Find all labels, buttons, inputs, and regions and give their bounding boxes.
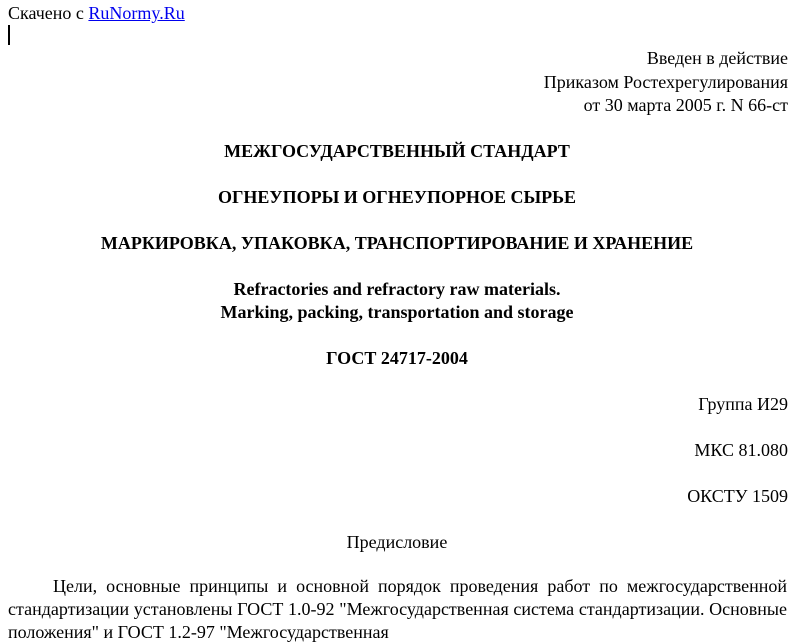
- title-line-1: ОГНЕУПОРЫ И ОГНЕУПОРНОЕ СЫРЬЕ: [217, 187, 577, 207]
- english-title-line-1: Refractories and refractory raw materials.: [233, 279, 561, 299]
- intro-line-2: Приказом Ростехрегулирования: [543, 72, 788, 92]
- preface-paragraph-text: Цели, основные принципы и основной порядок проведения работ по межгосударственной стандартизации установлены ГОСТ 1.0-92 "Межгосударственная система стандартизации. Основные положения" и ГОСТ 1.2-97 "Межгосударственная: [8, 576, 787, 642]
- intro-line-3: от 30 марта 2005 г. N 66-ст: [583, 95, 788, 115]
- source-prefix: Скачено с: [8, 3, 89, 23]
- title-line-2: МАРКИРОВКА, УПАКОВКА, ТРАНСПОРТИРОВАНИЕ И ХРАНЕНИЕ: [100, 233, 694, 253]
- preface-paragraph: [8, 575, 787, 644]
- intro-line-1: Введен в действие: [646, 48, 788, 68]
- group-code: Группа И29: [698, 394, 788, 414]
- mks-code: МКС 81.080: [694, 440, 788, 460]
- standard-type-heading: МЕЖГОСУДАРСТВЕННЫЙ СТАНДАРТ: [224, 141, 570, 161]
- okstu-code: ОКСТУ 1509: [687, 486, 788, 506]
- english-title-line-2: Marking, packing, transportation and storage: [220, 302, 574, 322]
- preface-heading: Предисловие: [346, 532, 448, 552]
- gost-number: ГОСТ 24717-2004: [326, 348, 468, 368]
- source-link[interactable]: RuNormy.Ru: [88, 3, 185, 23]
- source-line: [8, 2, 185, 24]
- text-cursor: [8, 25, 10, 45]
